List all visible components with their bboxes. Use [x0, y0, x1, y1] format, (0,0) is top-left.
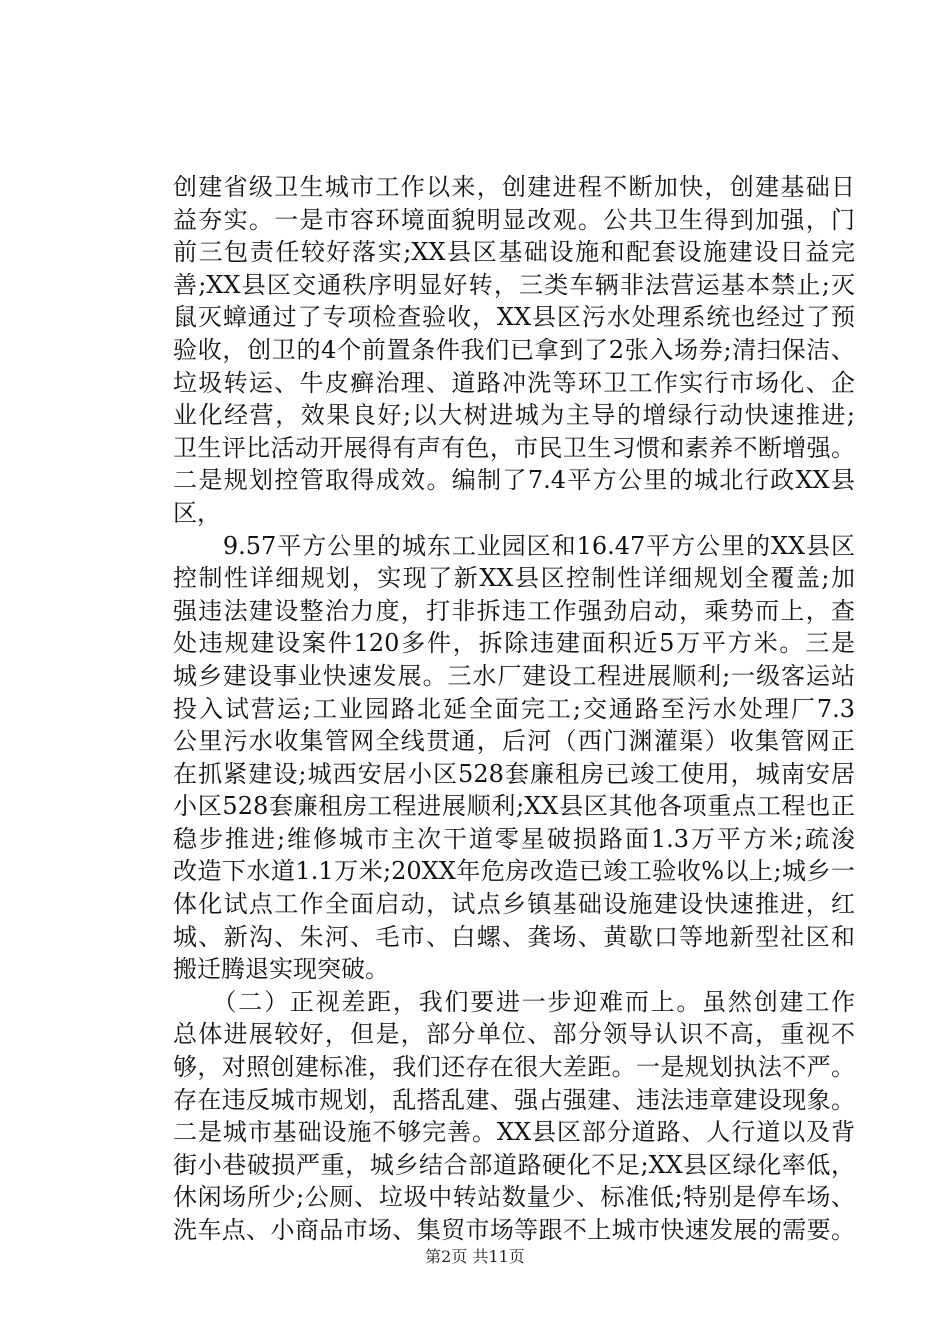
text-line: 善;XX县区交通秩序明显好转，三类车辆非法营运基本禁止;灭: [173, 270, 855, 299]
text-line: 公里污水收集管网全线贯通，后河（西门渊灌渠）收集管网正: [173, 727, 855, 756]
text-line: 改造下水道1.1万米;20XX年危房改造已竣工验收%以上;城乡一: [173, 857, 855, 886]
text-line: 总体进展较好，但是，部分单位、部分领导认识不高，重视不: [173, 1020, 855, 1049]
text-line: 在抓紧建设;城西安居小区528套廉租房已竣工使用，城南安居: [173, 759, 855, 788]
text-line: 稳步推进;维修城市主次干道零星破损路面1.3万平方米;疏浚: [173, 824, 855, 853]
text-line: 鼠灭蟑通过了专项检查验收，XX县区污水处理系统也经过了预: [173, 303, 855, 332]
text-line: 街小巷破损严重，城乡结合部道路硬化不足;XX县区绿化率低，: [173, 1150, 855, 1179]
text-line: 强违法建设整治力度，打非拆违工作强劲启动，乘势而上，查: [173, 596, 855, 625]
body-text: [173, 171, 855, 1247]
text-line: 垃圾转运、牛皮癣治理、道路冲洗等环卫工作实行市场化、企: [173, 368, 855, 397]
text-line: 洗车点、小商品市场、集贸市场等跟不上城市快速发展的需要。: [173, 1216, 855, 1244]
text-line: 处违规建设案件120多件，拆除违建面积近5万平方米。三是: [173, 629, 855, 658]
text-line: 创建省级卫生城市工作以来，创建进程不断加快，创建基础日: [173, 173, 855, 201]
text-line: 小区528套廉租房工程进展顺利;XX县区其他各项重点工程也正: [173, 792, 855, 821]
text-line: 区，: [173, 498, 221, 527]
text-line: 城乡建设事业快速发展。三水厂建设工程进展顺利;一级客运站: [173, 661, 855, 690]
text-line: 业化经营，效果良好;以大树进城为主导的增绿行动快速推进;: [173, 401, 855, 430]
text-line: 二是规划控管取得成效。编制了7.4平方公里的城北行政XX县: [173, 466, 855, 495]
text-line: 前三包责任较好落实;XX县区基础设施和配套设施建设日益完: [173, 238, 855, 267]
text-line: （二）正视差距，我们要进一步迎难而上。虽然创建工作: [173, 987, 855, 1016]
text-line: 二是城市基础设施不够完善。XX县区部分道路、人行道以及背: [173, 1118, 855, 1147]
text-line: 休闲场所少;公厕、垃圾中转站数量少、标准低;特别是停车场、: [173, 1183, 855, 1212]
text-line: 益夯实。一是市容环境面貌明显改观。公共卫生得到加强，门: [173, 205, 855, 234]
text-line: 城、新沟、朱河、毛市、白螺、龚场、黄歇口等地新型社区和: [173, 922, 855, 951]
page-number-label: 第2页 共11页: [425, 1247, 525, 1266]
text-line: 卫生评比活动开展得有声有色，市民卫生习惯和素养不断增强。: [173, 433, 855, 462]
text-line: 存在违反城市规划，乱搭乱建、强占强建、违法违章建设现象。: [173, 1085, 855, 1114]
text-line: 验收，创卫的4个前置条件我们已拿到了2张入场券;清扫保洁、: [173, 335, 855, 364]
text-line: 够，对照创建标准，我们还存在很大差距。一是规划执法不严。: [173, 1053, 855, 1082]
text-line: 9.57平方公里的城东工业园区和16.47平方公里的XX县区: [173, 531, 855, 560]
text-line: 投入试营运;工业园路北延全面完工;交通路至污水处理厂7.3: [173, 694, 855, 723]
text-line: 控制性详细规划，实现了新XX县区控制性详细规划全覆盖;加: [173, 564, 855, 593]
page-footer: [0, 1244, 950, 1267]
text-line: 搬迁腾退实现突破。: [173, 955, 389, 984]
text-line: 体化试点工作全面启动，试点乡镇基础设施建设快速推进，红: [173, 890, 855, 919]
